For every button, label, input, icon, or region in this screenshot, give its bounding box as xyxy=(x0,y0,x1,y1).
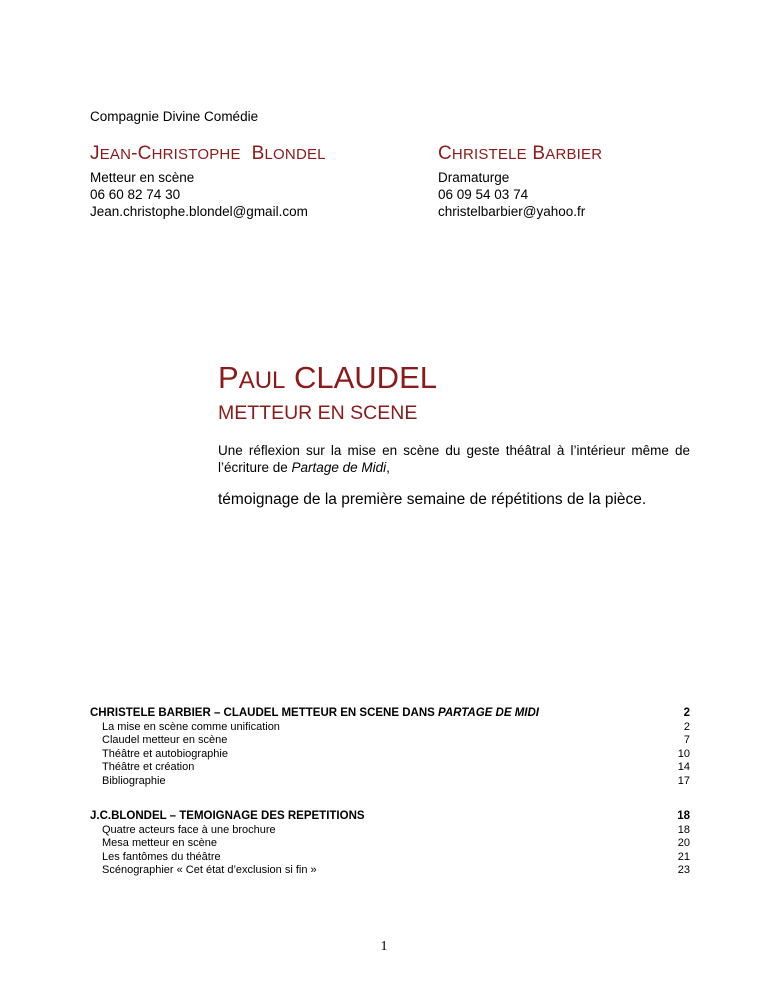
title-rest: CLAUDEL xyxy=(285,360,437,395)
toc-entry-label: Mesa metteur en scène xyxy=(102,837,217,850)
toc-entry-label: Théâtre et autobiographie xyxy=(102,747,228,760)
person-email[interactable]: christelbarbier@yahoo.fr xyxy=(438,204,586,219)
toc-page-number: 2 xyxy=(683,721,690,733)
person-name-part: B xyxy=(526,143,546,164)
toc-entry-label: Les fantômes du théâtre xyxy=(102,850,221,863)
toc-page-number: 10 xyxy=(677,747,690,760)
toc-entry-label: Bibliographie xyxy=(102,774,166,787)
toc-page-number: 14 xyxy=(677,761,690,774)
toc-entry[interactable] xyxy=(90,721,690,734)
person-role: Dramaturge xyxy=(438,170,510,185)
person-phone: 06 60 82 74 30 xyxy=(90,187,181,202)
intro-text-end: , xyxy=(386,460,390,475)
person-name xyxy=(438,143,738,165)
toc-page-number: 20 xyxy=(677,837,690,850)
toc-entry[interactable] xyxy=(90,851,690,864)
toc-entry-label: Théâtre et création xyxy=(102,761,195,774)
toc-section xyxy=(90,706,690,788)
person-name-part: EAN xyxy=(99,146,132,163)
person-email[interactable]: Jean.christophe.blondel@gmail.com xyxy=(90,204,308,219)
person-name-part: B xyxy=(240,143,265,164)
toc-entry[interactable] xyxy=(90,864,690,877)
toc-page-number: 18 xyxy=(677,824,690,836)
person-name-part: LONDEL xyxy=(264,146,326,163)
toc-heading-label: CHRISTELE BARBIER – CLAUDEL METTEUR EN SCENE DANS PARTAGE DE MIDI xyxy=(90,707,539,719)
toc-entry[interactable] xyxy=(90,761,690,774)
toc-heading[interactable] xyxy=(90,706,690,721)
toc-entry[interactable] xyxy=(90,748,690,761)
toc-entry[interactable] xyxy=(90,824,690,837)
toc-entry-label: Claudel metteur en scène xyxy=(102,734,228,747)
toc-heading-label: J.C.BLONDEL – TEMOIGNAGE DES REPETITIONS xyxy=(90,810,365,822)
toc-page-number: 17 xyxy=(677,774,690,787)
company-name: Compagnie Divine Comédie xyxy=(90,109,259,124)
toc-section xyxy=(90,809,690,878)
person-name-part: HRISTELE xyxy=(451,146,527,163)
intro-paragraph-2: témoignage de la première semaine de répétitions de la pièce. xyxy=(218,491,647,508)
person-phone: 06 09 54 03 74 xyxy=(438,187,529,202)
intro-italic-title: Partage de Midi xyxy=(291,460,387,475)
toc-heading-italic: PARTAGE DE MIDI xyxy=(438,707,539,719)
toc-page-number: 18 xyxy=(677,810,690,822)
person-dramaturge xyxy=(438,143,738,220)
person-name-part: ARBIER xyxy=(545,146,603,163)
toc-entry[interactable] xyxy=(90,837,690,850)
person-name-part: C xyxy=(438,143,452,164)
document-title xyxy=(218,360,437,399)
person-role: Metteur en scène xyxy=(90,170,195,185)
toc-entry-label: Quatre acteurs face à une brochure xyxy=(102,824,276,836)
intro-paragraph xyxy=(218,442,690,476)
toc-page-number: 21 xyxy=(677,850,690,863)
person-name xyxy=(90,143,390,165)
intro-text: Une réflexion sur la mise en scène du geste théâtral à l’intérieur même de l’écriture de xyxy=(218,443,690,475)
person-name-part: J xyxy=(90,143,100,164)
person-name-part: HRISTOPHE xyxy=(151,146,241,163)
title-initial: P xyxy=(218,360,239,395)
toc-entry[interactable] xyxy=(90,734,690,747)
document-subtitle: METTEUR EN SCENE xyxy=(218,402,418,424)
toc-entry-label: La mise en scène comme unification xyxy=(102,721,280,733)
toc-entry-label: Scénographier « Cet état d’exclusion si fin » xyxy=(102,864,317,877)
page-number: 1 xyxy=(380,939,388,954)
toc-page-number: 2 xyxy=(683,707,690,719)
toc-entry[interactable] xyxy=(90,775,690,788)
title-smallcaps: AUL xyxy=(238,367,286,394)
toc-page-number: 7 xyxy=(683,734,690,747)
toc-page-number: 23 xyxy=(677,864,690,877)
person-name-part: -C xyxy=(131,143,152,164)
toc-heading[interactable] xyxy=(90,809,690,824)
person-director xyxy=(90,143,390,220)
